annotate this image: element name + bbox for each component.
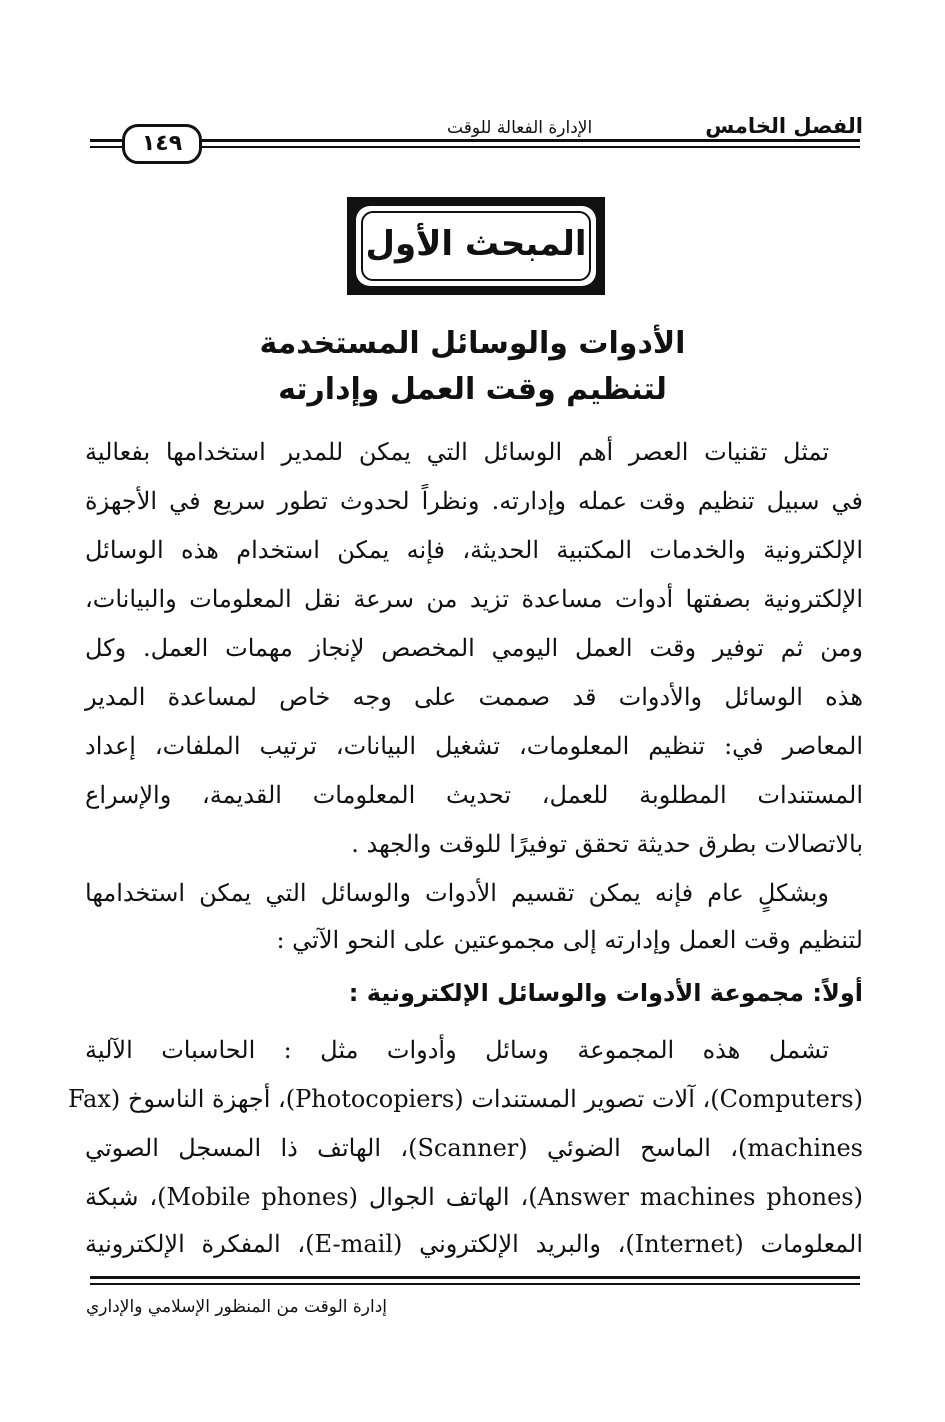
paragraph-1-line: الإلكترونية بصفتها أدوات مساعدة تزيد من سرعة نقل المعلومات والبيانات،	[85, 585, 863, 613]
subheading-electronic-tools: أولاً: مجموعة الأدوات والوسائل الإلكترونية :	[348, 979, 863, 1007]
footer-rule-thick	[90, 1276, 860, 1279]
paragraph-1-line: المعاصر في: تنظيم المعلومات، تشغيل البيانات، ترتيب الملفات، إعداد	[85, 732, 863, 760]
paragraph-1-line: هذه الوسائل والأدوات قد صممت على وجه خاص لمساعدة المدير	[85, 683, 863, 711]
paragraph-1-line: بالاتصالات بطرق حديثة تحقق توفيرًا للوقت والجهد .	[351, 830, 863, 858]
header-rule-thin	[202, 146, 860, 148]
running-header-chapter: الفصل الخامس	[705, 114, 863, 138]
page-number-tick-thick	[90, 139, 122, 142]
paragraph-3-line: machines)، الماسح الضوئي (Scanner)، الهاتف ذا المسجل الصوتي	[85, 1134, 863, 1162]
page-number: ١٤٩	[122, 124, 202, 164]
running-footer-book: إدارة الوقت من المنظور الإسلامي والإداري	[86, 1297, 388, 1317]
paragraph-3-line: المعلومات (Internet)، والبريد الإلكتروني (E-mail)، المفكرة الإلكترونية	[85, 1230, 864, 1258]
paragraph-1-line: تمثل تقنيات العصر أهم الوسائل التي يمكن للمدير استخدامها بفعالية	[85, 438, 829, 466]
paragraph-2-line: لتنظيم وقت العمل وإدارته إلى مجموعتين على النحو الآتي :	[276, 926, 863, 954]
paragraph-1-line: المستندات المطلوبة للعمل، تحديث المعلومات القديمة، والإسراع	[85, 781, 863, 809]
section-badge-label: المبحث الأول	[361, 211, 591, 281]
paragraph-1-line: ومن ثم توفير وقت العمل اليومي المخصص لإنجاز مهمات العمل. وكل	[85, 634, 863, 662]
paragraph-2-line: وبشكلٍ عام فإنه يمكن تقسيم الأدوات والوسائل التي يمكن استخدامها	[85, 879, 829, 907]
footer-rule-thin	[90, 1283, 860, 1285]
running-header-book-title: الإدارة الفعالة للوقت	[447, 118, 593, 138]
paragraph-3-line: تشمل هذه المجموعة وسائل وأدوات مثل : الحاسبات الآلية	[85, 1036, 829, 1064]
page-number-tick-thin	[90, 146, 122, 148]
paragraph-3-line: (Answer machines phones)، الهاتف الجوال (Mobile phones)، شبكة	[85, 1183, 863, 1211]
section-badge-panel	[356, 206, 596, 286]
section-badge-frame	[347, 197, 605, 295]
header-rule-thick	[202, 139, 860, 142]
paragraph-1-line: في سبيل تنظيم وقت عمله وإدارته. ونظراً لحدوث تطور سريع في الأجهزة	[85, 487, 863, 515]
paragraph-3-line: (Computers)، آلات تصوير المستندات (Photocopiers)، أجهزة الناسوخ (Fax	[68, 1085, 863, 1113]
section-title-line-1: الأدوات والوسائل المستخدمة	[259, 326, 686, 361]
section-title-line-2: لتنظيم وقت العمل وإدارته	[278, 372, 667, 407]
paragraph-1-line: الإلكترونية والخدمات المكتبية الحديثة، فإنه يمكن استخدام هذه الوسائل	[85, 536, 863, 564]
